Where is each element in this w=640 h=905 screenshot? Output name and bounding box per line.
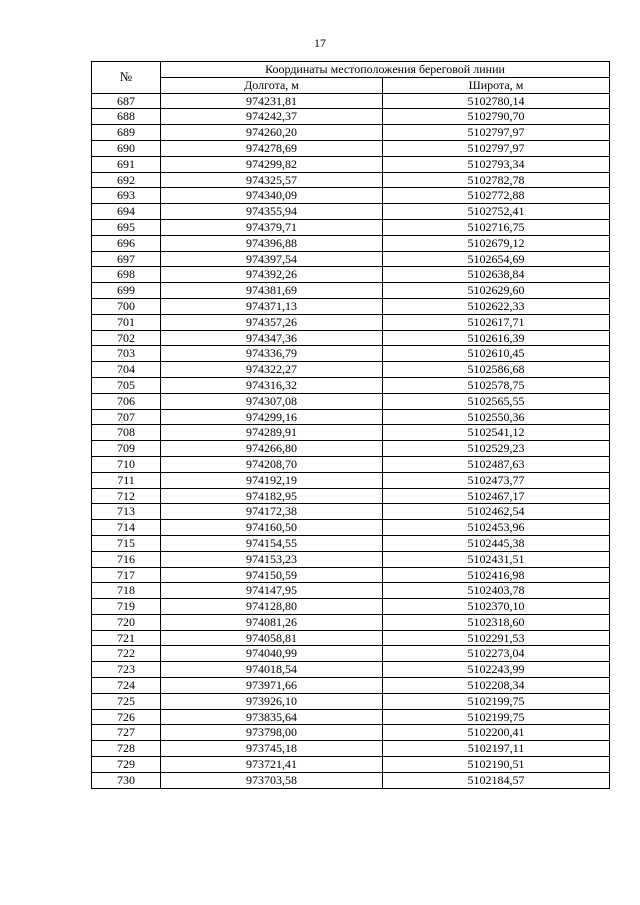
longitude-cell: 974192,19: [161, 472, 383, 488]
table-row: [92, 109, 610, 125]
table-row: [92, 204, 610, 220]
longitude-cell: 974340,09: [161, 188, 383, 204]
table-row: [92, 283, 610, 299]
longitude-cell: 974381,69: [161, 283, 383, 299]
longitude-cell: 974040,99: [161, 646, 383, 662]
point-number-cell: 688: [92, 109, 161, 125]
latitude-cell: 5102208,34: [383, 678, 610, 694]
point-number-cell: 701: [92, 314, 161, 330]
latitude-cell: 5102370,10: [383, 599, 610, 615]
longitude-cell: 974289,91: [161, 425, 383, 441]
point-number-cell: 713: [92, 504, 161, 520]
point-number-cell: 694: [92, 204, 161, 220]
latitude-cell: 5102199,75: [383, 693, 610, 709]
table-row: [92, 630, 610, 646]
table-row: [92, 725, 610, 741]
latitude-cell: 5102782,78: [383, 172, 610, 188]
latitude-cell: 5102431,51: [383, 551, 610, 567]
latitude-cell: 5102654,69: [383, 251, 610, 267]
point-number-cell: 728: [92, 741, 161, 757]
point-number-cell: 703: [92, 346, 161, 362]
table-row: [92, 472, 610, 488]
longitude-cell: 974018,54: [161, 662, 383, 678]
point-number-cell: 726: [92, 709, 161, 725]
table-row: [92, 678, 610, 694]
longitude-cell: 974266,80: [161, 441, 383, 457]
latitude-cell: 5102243,99: [383, 662, 610, 678]
table-header-row: [92, 62, 610, 78]
point-number-cell: 717: [92, 567, 161, 583]
latitude-cell: 5102197,11: [383, 741, 610, 757]
longitude-cell: 974307,08: [161, 393, 383, 409]
point-number-cell: 729: [92, 757, 161, 773]
table-row: [92, 125, 610, 141]
latitude-cell: 5102638,84: [383, 267, 610, 283]
column-header-longitude: Долгота, м: [161, 77, 383, 93]
latitude-cell: 5102793,34: [383, 156, 610, 172]
latitude-cell: 5102445,38: [383, 535, 610, 551]
point-number-cell: 689: [92, 125, 161, 141]
table-row: [92, 757, 610, 773]
longitude-cell: 974128,80: [161, 599, 383, 615]
longitude-cell: 974325,57: [161, 172, 383, 188]
table-row: [92, 267, 610, 283]
point-number-cell: 727: [92, 725, 161, 741]
longitude-cell: 974260,20: [161, 125, 383, 141]
point-number-cell: 722: [92, 646, 161, 662]
latitude-cell: 5102541,12: [383, 425, 610, 441]
table-row: [92, 409, 610, 425]
table-row: [92, 330, 610, 346]
table-row: [92, 362, 610, 378]
point-number-cell: 712: [92, 488, 161, 504]
point-number-cell: 702: [92, 330, 161, 346]
longitude-cell: 974278,69: [161, 140, 383, 156]
point-number-cell: 699: [92, 283, 161, 299]
longitude-cell: 974347,36: [161, 330, 383, 346]
latitude-cell: 5102184,57: [383, 772, 610, 788]
table-row: [92, 646, 610, 662]
latitude-cell: 5102790,70: [383, 109, 610, 125]
point-number-cell: 719: [92, 599, 161, 615]
latitude-cell: 5102550,36: [383, 409, 610, 425]
point-number-cell: 718: [92, 583, 161, 599]
table-row: [92, 314, 610, 330]
longitude-cell: 974160,50: [161, 520, 383, 536]
table-row: [92, 456, 610, 472]
longitude-cell: 974397,54: [161, 251, 383, 267]
point-number-cell: 721: [92, 630, 161, 646]
point-number-cell: 711: [92, 472, 161, 488]
longitude-cell: 973798,00: [161, 725, 383, 741]
table-row: [92, 614, 610, 630]
point-number-cell: 696: [92, 235, 161, 251]
longitude-cell: 974322,27: [161, 362, 383, 378]
latitude-cell: 5102453,96: [383, 520, 610, 536]
longitude-cell: 974182,95: [161, 488, 383, 504]
table-row: [92, 140, 610, 156]
latitude-cell: 5102679,12: [383, 235, 610, 251]
table-row: [92, 172, 610, 188]
table-body: [92, 93, 610, 788]
table-subheader-row: [92, 77, 610, 93]
longitude-cell: 973835,64: [161, 709, 383, 725]
latitude-cell: 5102616,39: [383, 330, 610, 346]
table-row: [92, 520, 610, 536]
longitude-cell: 974058,81: [161, 630, 383, 646]
longitude-cell: 974147,95: [161, 583, 383, 599]
latitude-cell: 5102462,54: [383, 504, 610, 520]
table-row: [92, 235, 610, 251]
table-row: [92, 156, 610, 172]
column-group-header: Координаты местоположения береговой линии: [161, 62, 610, 78]
longitude-cell: 973721,41: [161, 757, 383, 773]
table-row: [92, 599, 610, 615]
longitude-cell: 974379,71: [161, 219, 383, 235]
table-row: [92, 741, 610, 757]
longitude-cell: 974357,26: [161, 314, 383, 330]
latitude-cell: 5102291,53: [383, 630, 610, 646]
point-number-cell: 716: [92, 551, 161, 567]
point-number-cell: 697: [92, 251, 161, 267]
point-number-cell: 687: [92, 93, 161, 109]
latitude-cell: 5102610,45: [383, 346, 610, 362]
point-number-cell: 693: [92, 188, 161, 204]
latitude-cell: 5102622,33: [383, 298, 610, 314]
latitude-cell: 5102318,60: [383, 614, 610, 630]
point-number-cell: 707: [92, 409, 161, 425]
longitude-cell: 974299,82: [161, 156, 383, 172]
longitude-cell: 973703,58: [161, 772, 383, 788]
longitude-cell: 974231,81: [161, 93, 383, 109]
point-number-cell: 698: [92, 267, 161, 283]
point-number-cell: 695: [92, 219, 161, 235]
latitude-cell: 5102772,88: [383, 188, 610, 204]
longitude-cell: 974392,26: [161, 267, 383, 283]
longitude-cell: 974154,55: [161, 535, 383, 551]
point-number-cell: 715: [92, 535, 161, 551]
latitude-cell: 5102586,68: [383, 362, 610, 378]
longitude-cell: 974172,38: [161, 504, 383, 520]
longitude-cell: 974355,94: [161, 204, 383, 220]
latitude-cell: 5102565,55: [383, 393, 610, 409]
latitude-cell: 5102416,98: [383, 567, 610, 583]
latitude-cell: 5102273,04: [383, 646, 610, 662]
longitude-cell: 974371,13: [161, 298, 383, 314]
table-row: [92, 504, 610, 520]
point-number-cell: 724: [92, 678, 161, 694]
point-number-cell: 709: [92, 441, 161, 457]
point-number-cell: 710: [92, 456, 161, 472]
page-number: 17: [314, 36, 326, 50]
point-number-cell: 730: [92, 772, 161, 788]
latitude-cell: 5102716,75: [383, 219, 610, 235]
table-row: [92, 693, 610, 709]
table-row: [92, 377, 610, 393]
latitude-cell: 5102199,75: [383, 709, 610, 725]
table-row: [92, 219, 610, 235]
latitude-cell: 5102473,77: [383, 472, 610, 488]
table-row: [92, 709, 610, 725]
coordinates-table: [91, 61, 610, 789]
column-header-number: №: [92, 62, 161, 94]
point-number-cell: 708: [92, 425, 161, 441]
point-number-cell: 723: [92, 662, 161, 678]
column-header-latitude: Широта, м: [383, 77, 610, 93]
table-row: [92, 535, 610, 551]
latitude-cell: 5102487,63: [383, 456, 610, 472]
table-row: [92, 772, 610, 788]
latitude-cell: 5102780,14: [383, 93, 610, 109]
table-row: [92, 346, 610, 362]
latitude-cell: 5102200,41: [383, 725, 610, 741]
point-number-cell: 725: [92, 693, 161, 709]
point-number-cell: 720: [92, 614, 161, 630]
table-row: [92, 298, 610, 314]
table-row: [92, 393, 610, 409]
point-number-cell: 705: [92, 377, 161, 393]
point-number-cell: 692: [92, 172, 161, 188]
table-row: [92, 567, 610, 583]
latitude-cell: 5102797,97: [383, 140, 610, 156]
point-number-cell: 690: [92, 140, 161, 156]
point-number-cell: 714: [92, 520, 161, 536]
latitude-cell: 5102529,23: [383, 441, 610, 457]
table-row: [92, 93, 610, 109]
table-row: [92, 662, 610, 678]
longitude-cell: 974150,59: [161, 567, 383, 583]
longitude-cell: 974242,37: [161, 109, 383, 125]
latitude-cell: 5102629,60: [383, 283, 610, 299]
latitude-cell: 5102403,78: [383, 583, 610, 599]
table-row: [92, 441, 610, 457]
latitude-cell: 5102578,75: [383, 377, 610, 393]
table-row: [92, 488, 610, 504]
table-row: [92, 251, 610, 267]
point-number-cell: 691: [92, 156, 161, 172]
table-row: [92, 188, 610, 204]
point-number-cell: 704: [92, 362, 161, 378]
longitude-cell: 974208,70: [161, 456, 383, 472]
point-number-cell: 706: [92, 393, 161, 409]
latitude-cell: 5102190,51: [383, 757, 610, 773]
longitude-cell: 974396,88: [161, 235, 383, 251]
point-number-cell: 700: [92, 298, 161, 314]
latitude-cell: 5102467,17: [383, 488, 610, 504]
longitude-cell: 974081,26: [161, 614, 383, 630]
longitude-cell: 974336,79: [161, 346, 383, 362]
longitude-cell: 974316,32: [161, 377, 383, 393]
longitude-cell: 973926,10: [161, 693, 383, 709]
latitude-cell: 5102752,41: [383, 204, 610, 220]
longitude-cell: 974153,23: [161, 551, 383, 567]
longitude-cell: 974299,16: [161, 409, 383, 425]
table-row: [92, 583, 610, 599]
longitude-cell: 973971,66: [161, 678, 383, 694]
table-row: [92, 425, 610, 441]
latitude-cell: 5102797,97: [383, 125, 610, 141]
longitude-cell: 973745,18: [161, 741, 383, 757]
table-row: [92, 551, 610, 567]
latitude-cell: 5102617,71: [383, 314, 610, 330]
